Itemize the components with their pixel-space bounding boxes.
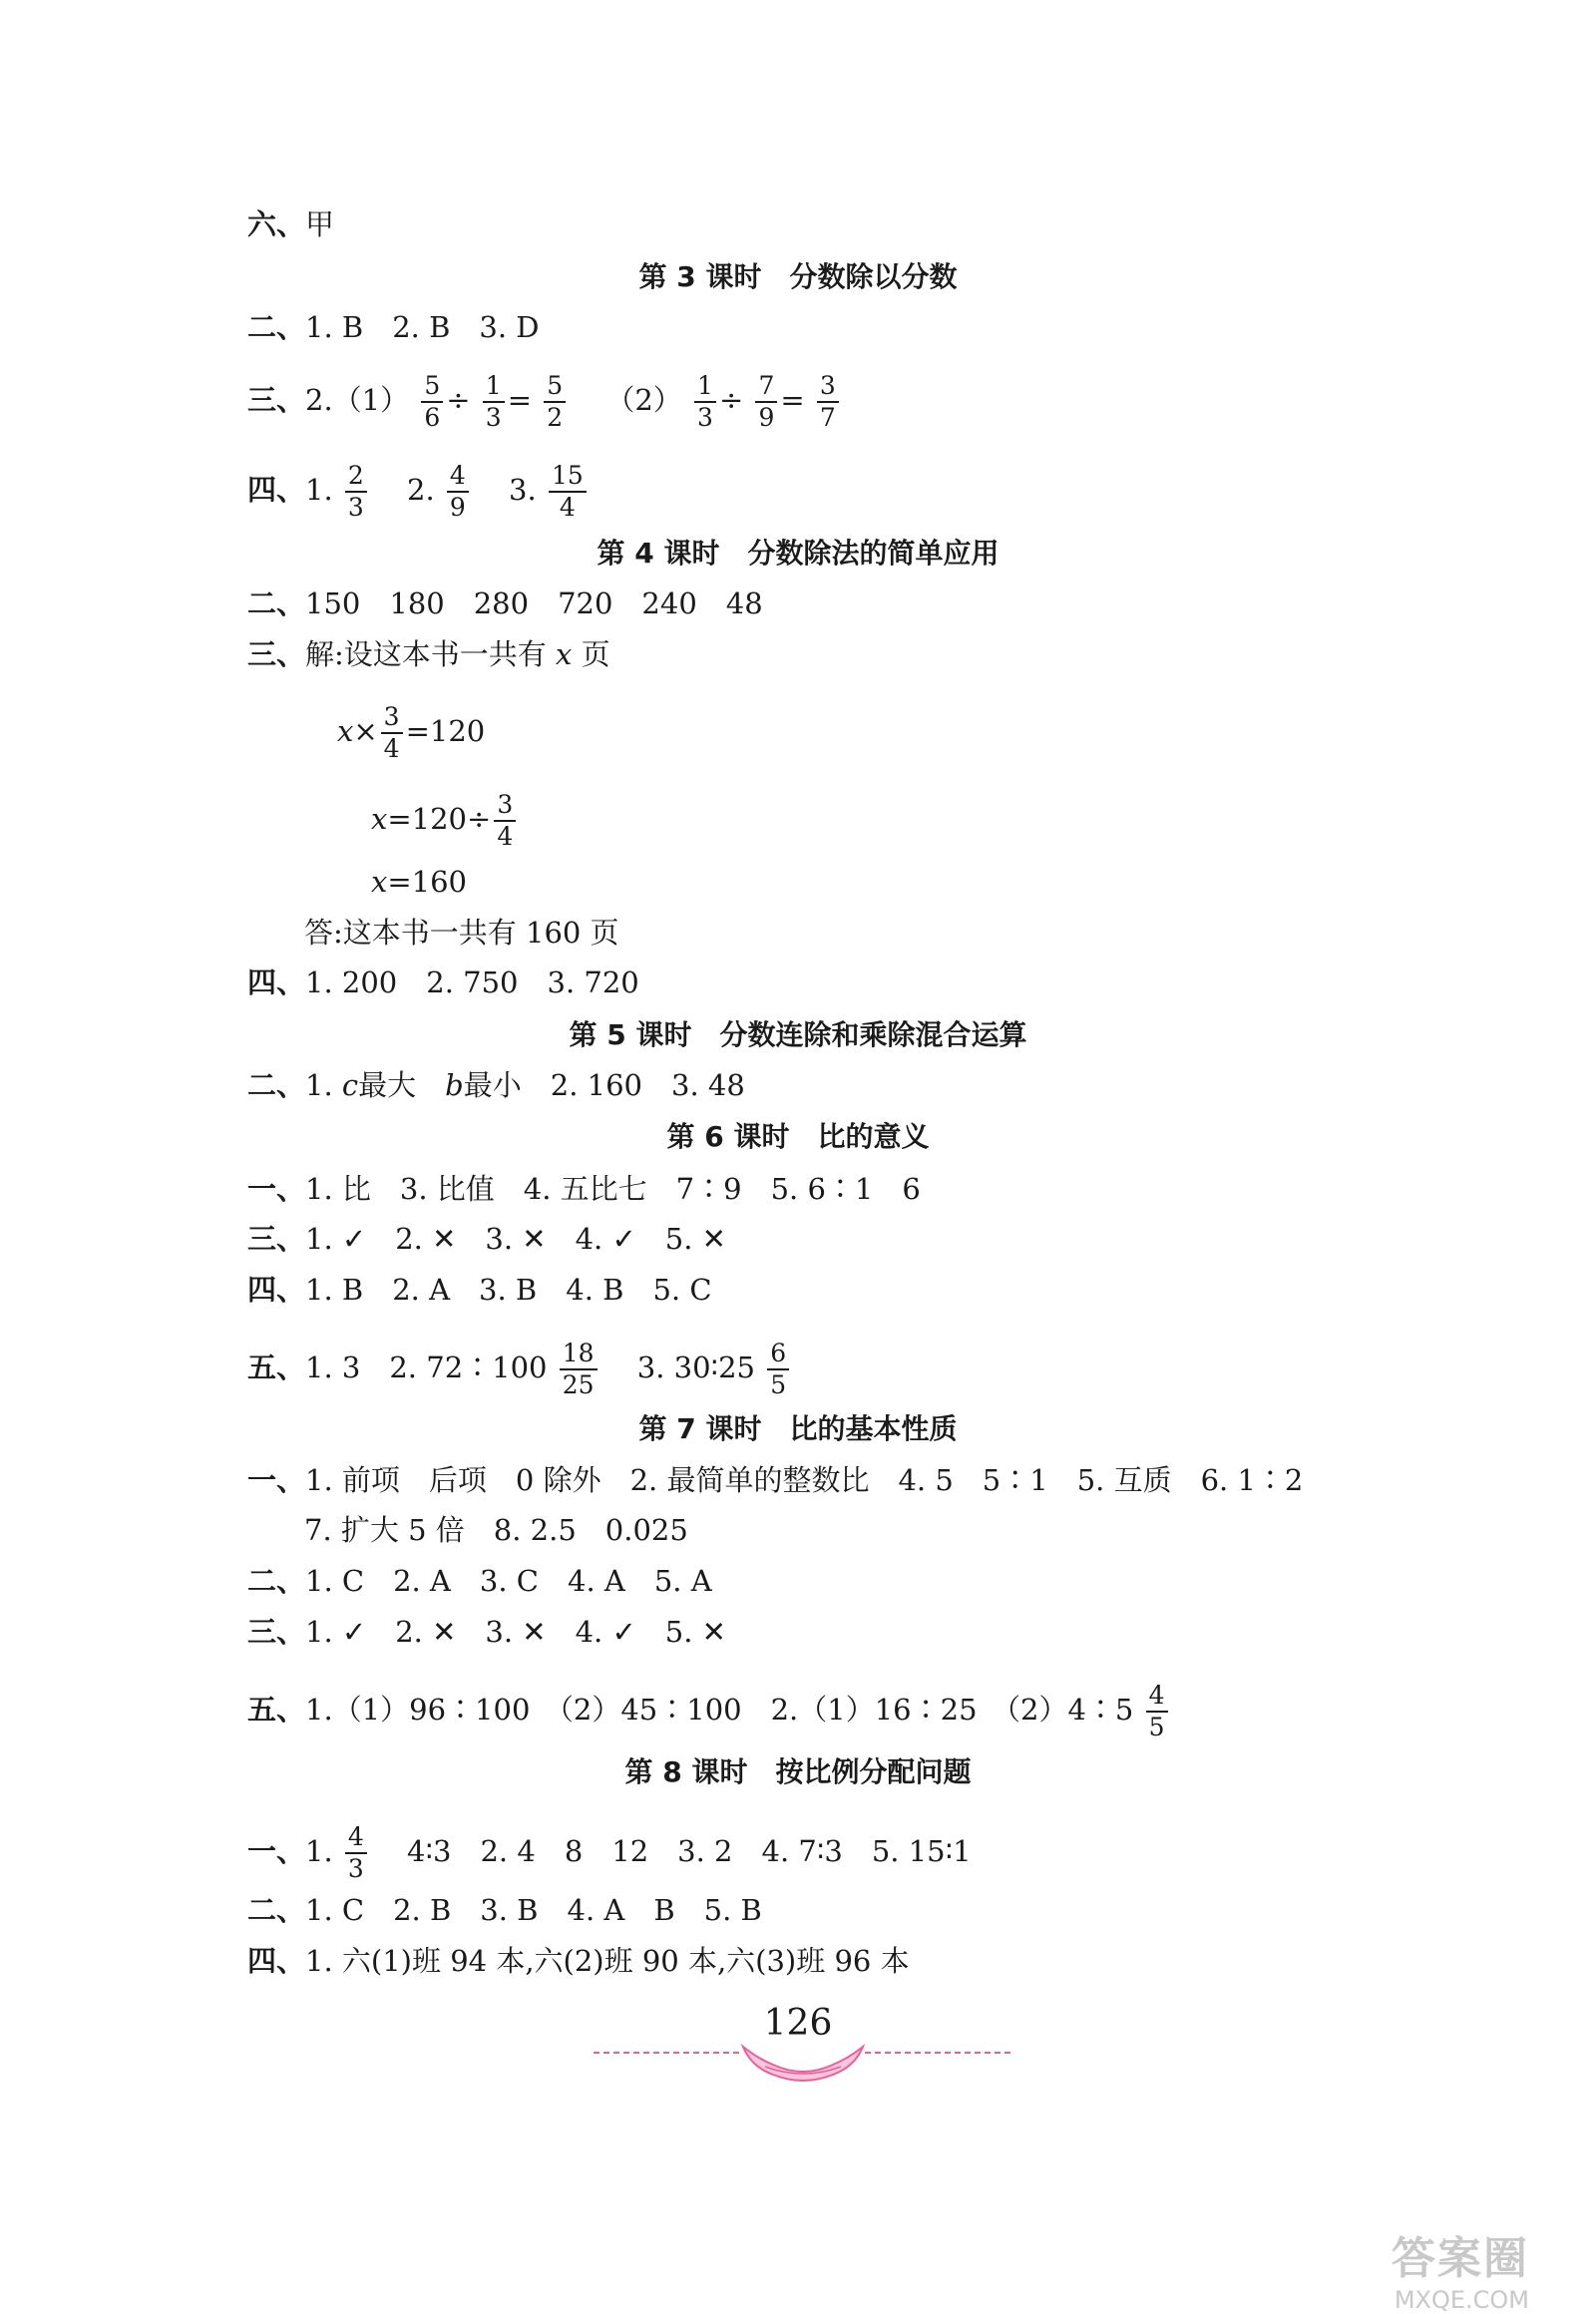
fraction: $\frac{7}{9}$ bbox=[755, 371, 777, 433]
answer-text: 1. B 2. B 3. D bbox=[305, 310, 540, 344]
lesson-heading: 第 7 课时 比的基本性质 bbox=[638, 1412, 958, 1445]
section-label: 二、 bbox=[247, 1893, 306, 1927]
lesson-heading: 第 5 课时 分数连除和乘除混合运算 bbox=[569, 1018, 1027, 1051]
fraction: $\frac{1}{3}$ bbox=[694, 371, 716, 433]
answer-text: 2.（1） bbox=[305, 383, 410, 417]
section-label: 一、 bbox=[247, 1834, 306, 1868]
section-label: 六、 bbox=[247, 207, 306, 241]
answer-text: 150 180 280 720 240 48 bbox=[305, 586, 763, 620]
page-number: 126 bbox=[763, 2003, 833, 2044]
fraction: $\frac{4}{9}$ bbox=[447, 461, 469, 523]
answer-line: 五、1. 3 2. 72∶100 $\frac{18}{25}$ 3. 30∶25 $\frac{6}{5}$ bbox=[247, 1339, 792, 1400]
section-label: 二、 bbox=[247, 1068, 306, 1102]
answer-text: 1. 200 2. 750 3. 720 bbox=[305, 965, 639, 999]
section-label: 五、 bbox=[247, 1693, 306, 1727]
equation-line: x× $\frac{3}{4}$ =120 bbox=[337, 702, 486, 763]
section-label: 三、 bbox=[247, 1222, 306, 1256]
equation-line: x=160 bbox=[371, 865, 468, 899]
answer-line bbox=[247, 1890, 762, 1930]
equation-line: x=120÷ $\frac{3}{4}$ bbox=[371, 790, 519, 852]
answer-line: 一、1. $\frac{4}{3}$ 4∶3 2. 4 8 12 3. 2 4. 7∶3 5. 15∶1 bbox=[247, 1822, 972, 1883]
fraction: $\frac{4}{5}$ bbox=[1146, 1681, 1168, 1742]
section-label: 四、 bbox=[247, 1273, 306, 1307]
page-ornament-icon bbox=[594, 2037, 1012, 2087]
answer-line bbox=[247, 963, 639, 1002]
section-label: 一、 bbox=[247, 1172, 306, 1206]
fraction: $\frac{2}{3}$ bbox=[345, 461, 367, 523]
answer-text: 1. 比 3. 比值 4. 五比七 7∶9 5. 6∶1 6 bbox=[305, 1172, 921, 1206]
answer-line bbox=[247, 1460, 1303, 1500]
answer-line bbox=[247, 1561, 712, 1601]
lesson-heading: 第 3 课时 分数除以分数 bbox=[638, 260, 958, 293]
lesson-heading: 第 6 课时 比的意义 bbox=[666, 1120, 930, 1153]
fraction: $\frac{3}{7}$ bbox=[817, 371, 839, 433]
section-label: 三、 bbox=[247, 383, 306, 417]
answer-text: 1. 六(1)班 94 本,六(2)班 90 本,六(3)班 96 本 bbox=[305, 1944, 910, 1978]
answer-text: 1. 前项 后项 0 除外 2. 最简单的整数比 4. 5 5∶1 5. 互质 6. 1∶2 bbox=[305, 1463, 1304, 1497]
answer-text: 1. C 2. A 3. C 4. A 5. A bbox=[305, 1564, 712, 1598]
watermark-url: MXQE.COM bbox=[1394, 2286, 1529, 2314]
fraction: $\frac{5}{2}$ bbox=[544, 371, 566, 433]
answer-sentence: 答:这本书一共有 160 页 bbox=[304, 916, 619, 950]
answer-line bbox=[247, 307, 540, 347]
section-label: 二、 bbox=[247, 586, 306, 620]
fraction: $\frac{5}{6}$ bbox=[421, 371, 443, 433]
section-label: 四、 bbox=[247, 473, 306, 507]
answer-line: 五、1.（1）96∶100 （2）45∶100 2.（1）16∶25 （2）4∶5 $\frac{4}{5}$ bbox=[247, 1681, 1171, 1742]
answer-line bbox=[247, 1612, 726, 1652]
watermark-logo: 答案圈 bbox=[1392, 2233, 1529, 2284]
fraction: $\frac{15}{4}$ bbox=[549, 461, 587, 523]
section-label: 三、 bbox=[247, 637, 306, 671]
answer-text: 甲 bbox=[305, 207, 335, 241]
section-label: 三、 bbox=[247, 1615, 306, 1649]
answer-text: 1. ✓ 2. ✕ 3. ✕ 4. ✓ 5. ✕ bbox=[305, 1222, 726, 1256]
answer-text: 7. 扩大 5 倍 8. 2.5 0.025 bbox=[304, 1513, 688, 1547]
section-label: 五、 bbox=[247, 1350, 306, 1384]
section-label: 一、 bbox=[247, 1463, 306, 1497]
fraction: $\frac{4}{3}$ bbox=[345, 1822, 367, 1884]
fraction: $\frac{3}{4}$ bbox=[381, 702, 403, 764]
section-label: 二、 bbox=[247, 1564, 306, 1598]
answer-line bbox=[247, 1270, 712, 1310]
answer-line bbox=[247, 204, 334, 244]
lesson-heading: 第 4 课时 分数除法的简单应用 bbox=[597, 537, 999, 570]
fraction: $\frac{1}{3}$ bbox=[483, 371, 505, 433]
section-label: 四、 bbox=[247, 965, 306, 999]
fraction: $\frac{3}{4}$ bbox=[494, 790, 516, 852]
section-label: 二、 bbox=[247, 310, 306, 344]
answer-line: 二、1. c最大 b最小 2. 160 3. 48 bbox=[247, 1068, 745, 1102]
answer-line: 四、1. $\frac{2}{3}$ 2. $\frac{4}{9}$ 3. $\frac{15}{4}$ bbox=[247, 461, 590, 523]
answer-line bbox=[247, 583, 763, 623]
answer-line: 三、解:设这本书一共有 x 页 bbox=[247, 637, 610, 671]
fraction: $\frac{18}{25}$ bbox=[560, 1339, 598, 1400]
answer-line bbox=[247, 1169, 921, 1209]
fraction: $\frac{6}{5}$ bbox=[767, 1339, 789, 1400]
section-label: 四、 bbox=[247, 1944, 306, 1978]
answer-line bbox=[247, 1219, 726, 1259]
answer-line bbox=[247, 1941, 910, 1981]
answer-text: 1. C 2. B 3. B 4. A B 5. B bbox=[305, 1893, 762, 1927]
lesson-heading: 第 8 课时 按比例分配问题 bbox=[624, 1755, 972, 1788]
answer-line: 三、2.（1） $\frac{5}{6}$ ÷ $\frac{1}{3}$ = $\frac{5}{2}$ （2） $\frac{1}{3}$ ÷ $\frac{7}{9}$ = $\frac{3}{7}$ bbox=[247, 371, 842, 433]
watermark bbox=[1392, 2222, 1529, 2314]
answer-text: 1. B 2. A 3. B 4. B 5. C bbox=[305, 1273, 712, 1307]
answer-text: 1. ✓ 2. ✕ 3. ✕ 4. ✓ 5. ✕ bbox=[305, 1615, 726, 1649]
